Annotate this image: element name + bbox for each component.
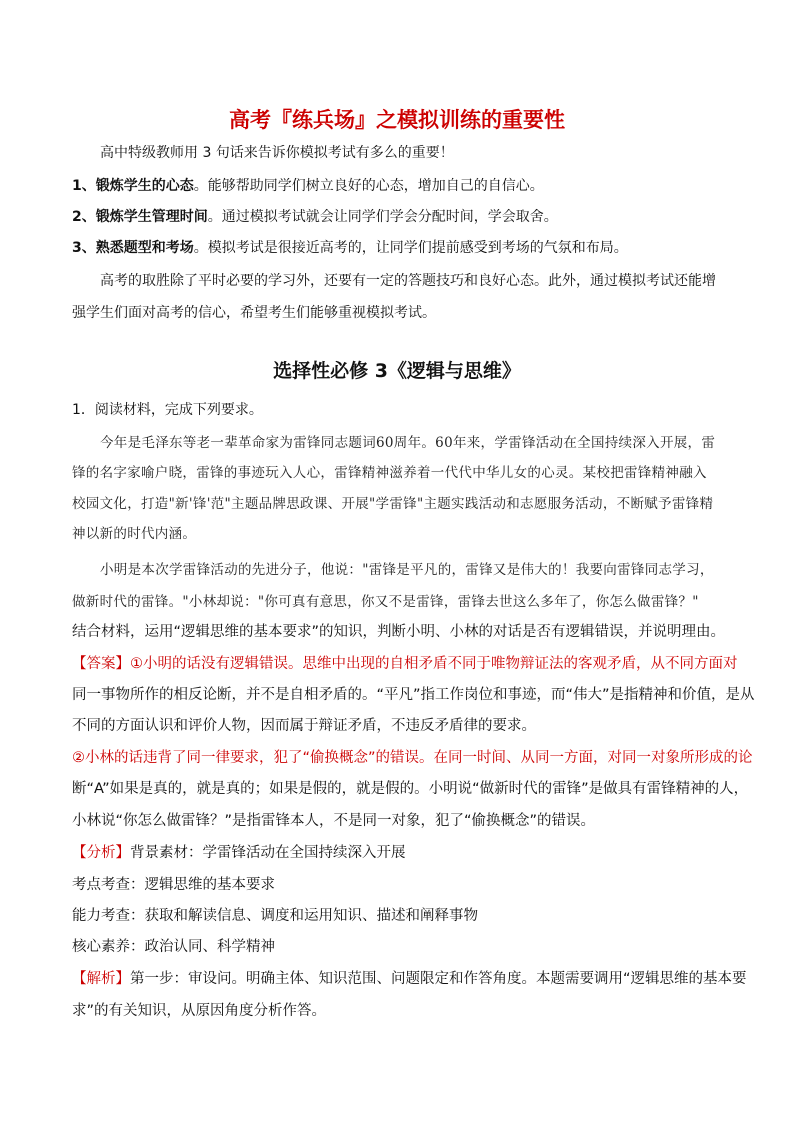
point-1-num: 1、 <box>72 178 96 194</box>
question-requirement: 结合材料，运用“逻辑思维的基本要求”的知识，判断小明、小林的对话是否有逻辑错误，并说明理由。 <box>72 624 726 640</box>
point-2-bold: 锻炼学生管理时间 <box>95 209 208 225</box>
material-p2-line-2: 做新时代的雷锋。"小林却说："你可真有意思，你又不是雷锋，雷锋去世这么多年了，你怎么做雷锋？" <box>72 594 699 610</box>
point-2 <box>72 207 732 227</box>
answer-text-4: ②小林的话违背了同一律要求，犯了“偷换概念”的错误。在同一时间、从同一方面，对同一对象所形成的论 <box>72 750 753 766</box>
point-3-rest: 。模拟考试是很接近高考的，让同学们提前感受到考场的气氛和布局。 <box>193 240 628 256</box>
answer-text-1: ①小明的话没有逻辑错误。思维中出现的自相矛盾不同于唯物辩证法的客观矛盾，从不同方面对 <box>130 656 738 672</box>
point-1-bold: 锻炼学生的心态 <box>95 178 194 194</box>
analysis-line-1 <box>72 843 732 863</box>
intro-line: 高中特级教师用 3 句话来告诉你模拟考试有多么的重要！ <box>100 145 454 161</box>
explanation-text-1: 第一步：审设问。明确主体、知识范围、问题限定和作答角度。本题需要调用“逻辑思维的基本要 <box>130 971 747 987</box>
point-2-num: 2、 <box>72 209 96 225</box>
explanation-tag: 【解析】 <box>72 971 130 987</box>
material-p2-line-1: 小明是本次学雷锋活动的先进分子，他说："雷锋是平凡的，雷锋又是伟大的！我要向雷锋同志学习， <box>100 562 714 578</box>
answer-line-3: 不同的方面认识和评价人物，因而属于辩证矛盾，不违反矛盾律的要求。 <box>72 718 536 734</box>
answer-line-4 <box>72 748 753 768</box>
point-3-bold: 熟悉题型和考场 <box>95 240 194 256</box>
material-p1-line-4: 神以新的时代内涵。 <box>72 526 197 542</box>
material-p1-line-2: 锋的名字家喻户晓，雷锋的事迹玩入人心，雷锋精神滋养着一代代中华儿女的心灵。某校把雷锋精神融入 <box>72 465 707 481</box>
point-1-rest: 。能够帮助同学们树立良好的心态，增加自己的自信心。 <box>193 178 544 194</box>
analysis-knowledge: 考点考查：逻辑思维的基本要求 <box>72 877 275 893</box>
point-1 <box>72 176 732 196</box>
closing-line-2: 强学生们面对高考的信心，希望考生们能够重视模拟考试。 <box>72 305 436 321</box>
point-3 <box>72 238 732 258</box>
page-title: 高考『练兵场』之模拟训练的重要性 <box>229 108 565 132</box>
section-title: 选择性必修 3《逻辑与思维》 <box>273 360 521 382</box>
analysis-background: 背景素材：学雷锋活动在全国持续深入开展 <box>130 845 406 861</box>
explanation-line-1 <box>72 969 747 989</box>
answer-line-5: 断“A”如果是真的，就是真的；如果是假的，就是假的。小明说“做新时代的雷锋”是做具有雷锋精神的人， <box>72 781 749 797</box>
answer-tag: 【答案】 <box>72 656 130 672</box>
material-p1-line-3: 校园文化，打造"新'锋'范"主题品牌思政课、开展"学雷锋"主题实践活动和志愿服务活动，不断赋予雷锋精 <box>72 496 714 512</box>
analysis-literacy: 核心素养：政治认同、科学精神 <box>72 939 275 955</box>
closing-line-1: 高考的取胜除了平时必要的学习外，还要有一定的答题技巧和良好心态。此外，通过模拟考试还能增 <box>100 273 716 289</box>
explanation-line-2: 求”的有关知识，从原因角度分析作答。 <box>72 1003 327 1019</box>
answer-line-6: 小林说“你怎么做雷锋？”是指雷锋本人，不是同一对象，犯了“偷换概念”的错误。 <box>72 813 596 829</box>
answer-line-2: 同一事物所作的相反论断，并不是自相矛盾的。“平凡”指工作岗位和事迹，而“伟大”是指精神和价值，是从 <box>72 687 755 703</box>
analysis-ability: 能力考查：获取和解读信息、调度和运用知识、描述和阐释事物 <box>72 908 478 924</box>
analysis-tag: 【分析】 <box>72 845 130 861</box>
material-p1-line-1: 今年是毛泽东等老一辈革命家为雷锋同志题词60周年。60年来，学雷锋活动在全国持续深入开展，雷 <box>100 435 716 451</box>
point-2-rest: 。通过模拟考试就会让同学们学会分配时间，学会取舍。 <box>207 209 558 225</box>
answer-line-1 <box>72 654 738 674</box>
point-3-num: 3、 <box>72 240 96 256</box>
question-prompt: 1．阅读材料，完成下列要求。 <box>72 402 263 418</box>
